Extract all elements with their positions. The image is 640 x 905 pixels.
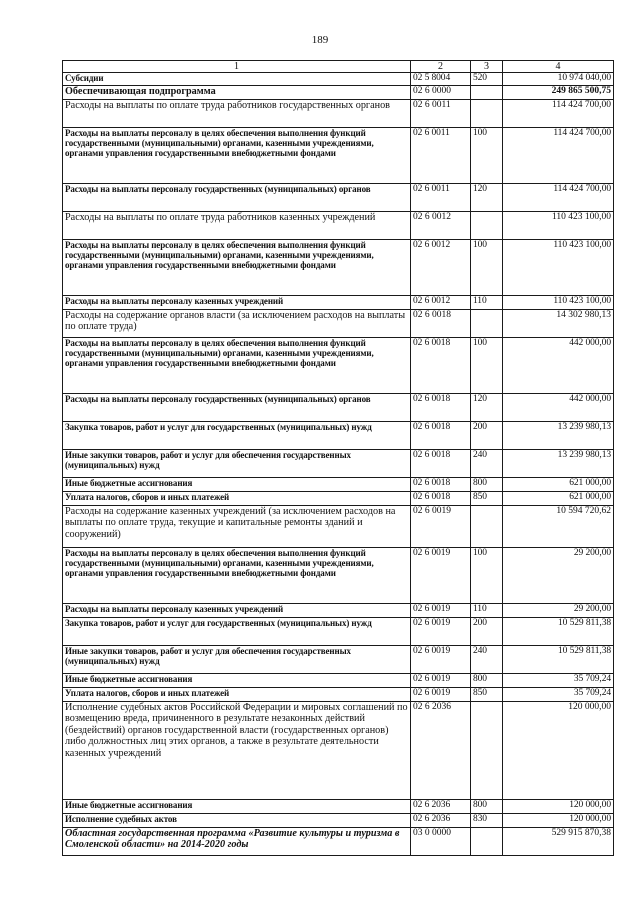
table-row — [63, 478, 614, 492]
row-name: Расходы на содержание казенных учреждений (за исключением расходов на выплаты по оплате труда, текущие и капитальные ремонты зданий и сооружений) — [63, 506, 411, 548]
row-code: 02 6 0019 — [411, 646, 471, 674]
table-row — [63, 604, 614, 618]
table-row — [63, 646, 614, 674]
row-code: 02 6 2036 — [411, 800, 471, 814]
table-row — [63, 310, 614, 338]
row-code: 02 6 0018 — [411, 394, 471, 422]
row-name: Расходы на выплаты персоналу в целях обеспечения выполнения функций государственными (муниципальными) органами, казенными учреждениями, органами управления государственными внебюджетными фондами — [63, 548, 411, 604]
row-code: 02 6 2036 — [411, 814, 471, 828]
row-code: 03 0 0000 — [411, 828, 471, 856]
row-expense-type — [471, 86, 503, 100]
table-row — [63, 422, 614, 450]
row-amount: 10 594 720,62 — [503, 506, 614, 548]
row-expense-type — [471, 828, 503, 856]
row-code: 02 6 0011 — [411, 128, 471, 184]
table-row — [63, 828, 614, 856]
row-expense-type: 850 — [471, 492, 503, 506]
row-amount: 621 000,00 — [503, 492, 614, 506]
row-code: 02 6 0019 — [411, 604, 471, 618]
row-code: 02 6 0019 — [411, 618, 471, 646]
row-code: 02 6 0018 — [411, 310, 471, 338]
row-code: 02 6 0018 — [411, 450, 471, 478]
row-expense-type: 110 — [471, 604, 503, 618]
row-amount: 621 000,00 — [503, 478, 614, 492]
row-name: Расходы на выплаты персоналу казенных учреждений — [63, 296, 411, 310]
row-name: Обеспечивающая подпрограмма — [63, 86, 411, 100]
row-code: 02 5 8004 — [411, 73, 471, 86]
row-name: Расходы на выплаты по оплате труда работников казенных учреждений — [63, 212, 411, 240]
table-row — [63, 548, 614, 604]
row-amount: 10 974 040,00 — [503, 73, 614, 86]
row-expense-type — [471, 310, 503, 338]
table-row — [63, 86, 614, 100]
row-name: Расходы на содержание органов власти (за исключением расходов на выплаты по оплате труда) — [63, 310, 411, 338]
row-code: 02 6 0018 — [411, 492, 471, 506]
row-amount: 114 424 700,00 — [503, 100, 614, 128]
row-name: Закупка товаров, работ и услуг для государственных (муниципальных) нужд — [63, 618, 411, 646]
row-expense-type — [471, 100, 503, 128]
row-amount: 114 424 700,00 — [503, 128, 614, 184]
budget-table — [62, 60, 614, 856]
table-row — [63, 240, 614, 296]
page-number: 189 — [311, 34, 329, 46]
row-name: Иные закупки товаров, работ и услуг для обеспечения государственных (муниципальных) нужд — [63, 646, 411, 674]
table-row — [63, 506, 614, 548]
row-expense-type: 520 — [471, 73, 503, 86]
row-name: Расходы на выплаты персоналу государственных (муниципальных) органов — [63, 184, 411, 212]
table-header-row — [63, 61, 614, 73]
table-row — [63, 618, 614, 646]
row-code: 02 6 2036 — [411, 702, 471, 800]
row-amount: 35 709,24 — [503, 674, 614, 688]
table-row — [63, 688, 614, 702]
row-code: 02 6 0019 — [411, 674, 471, 688]
row-amount: 120 000,00 — [503, 800, 614, 814]
row-expense-type: 830 — [471, 814, 503, 828]
row-amount: 120 000,00 — [503, 702, 614, 800]
row-expense-type: 110 — [471, 296, 503, 310]
header-col-3: 3 — [471, 61, 503, 73]
table-row — [63, 674, 614, 688]
row-name: Исполнение судебных актов Российской Федерации и мировых соглашений по возмещению вреда, причиненного в результате незаконных действий (бездействий) органов государственной власти (государственных органов) либо должностных лиц этих органов, а также в результате деятельности казенных учреждений — [63, 702, 411, 800]
table-row — [63, 800, 614, 814]
row-name: Расходы на выплаты персоналу в целях обеспечения выполнения функций государственными (муниципальными) органами, казенными учреждениями, органами управления государственными внебюджетными фондами — [63, 338, 411, 394]
row-code: 02 6 0000 — [411, 86, 471, 100]
row-code: 02 6 0012 — [411, 240, 471, 296]
row-name: Расходы на выплаты персоналу в целях обеспечения выполнения функций государственными (муниципальными) органами, казенными учреждениями, органами управления государственными внебюджетными фондами — [63, 128, 411, 184]
table-row — [63, 702, 614, 800]
row-amount: 14 302 980,13 — [503, 310, 614, 338]
row-expense-type: 100 — [471, 240, 503, 296]
row-name: Иные бюджетные ассигнования — [63, 478, 411, 492]
budget-table-body — [63, 61, 614, 856]
row-expense-type: 800 — [471, 800, 503, 814]
table-row — [63, 128, 614, 184]
table-row — [63, 100, 614, 128]
row-name: Расходы на выплаты персоналу казенных учреждений — [63, 604, 411, 618]
row-code: 02 6 0018 — [411, 478, 471, 492]
row-expense-type: 800 — [471, 674, 503, 688]
header-col-4: 4 — [503, 61, 614, 73]
header-col-2: 2 — [411, 61, 471, 73]
row-amount: 249 865 500,75 — [503, 86, 614, 100]
row-expense-type: 240 — [471, 646, 503, 674]
row-code: 02 6 0011 — [411, 184, 471, 212]
row-amount: 120 000,00 — [503, 814, 614, 828]
row-name: Иные бюджетные ассигнования — [63, 800, 411, 814]
row-name: Иные бюджетные ассигнования — [63, 674, 411, 688]
row-code: 02 6 0019 — [411, 688, 471, 702]
row-amount: 110 423 100,00 — [503, 240, 614, 296]
row-expense-type: 120 — [471, 184, 503, 212]
row-amount: 442 000,00 — [503, 394, 614, 422]
row-amount: 10 529 811,38 — [503, 618, 614, 646]
row-expense-type: 240 — [471, 450, 503, 478]
row-amount: 10 529 811,38 — [503, 646, 614, 674]
row-name: Расходы на выплаты по оплате труда работников государственных органов — [63, 100, 411, 128]
row-name: Расходы на выплаты персоналу государственных (муниципальных) органов — [63, 394, 411, 422]
row-amount: 13 239 980,13 — [503, 450, 614, 478]
row-code: 02 6 0019 — [411, 548, 471, 604]
table-row — [63, 73, 614, 86]
row-amount: 29 200,00 — [503, 548, 614, 604]
row-name: Уплата налогов, сборов и иных платежей — [63, 492, 411, 506]
row-code: 02 6 0012 — [411, 296, 471, 310]
row-expense-type: 200 — [471, 422, 503, 450]
row-amount: 114 424 700,00 — [503, 184, 614, 212]
row-expense-type — [471, 506, 503, 548]
header-col-1: 1 — [63, 61, 411, 73]
row-name: Субсидии — [63, 73, 411, 86]
table-row — [63, 296, 614, 310]
row-expense-type — [471, 702, 503, 800]
row-code: 02 6 0011 — [411, 100, 471, 128]
row-amount: 110 423 100,00 — [503, 296, 614, 310]
row-expense-type — [471, 212, 503, 240]
row-expense-type: 120 — [471, 394, 503, 422]
row-name: Областная государственная программа «Развитие культуры и туризма в Смоленской области» на 2014-2020 годы — [63, 828, 411, 856]
row-amount: 110 423 100,00 — [503, 212, 614, 240]
row-amount: 529 915 870,38 — [503, 828, 614, 856]
row-expense-type: 100 — [471, 338, 503, 394]
row-name: Иные закупки товаров, работ и услуг для обеспечения государственных (муниципальных) нужд — [63, 450, 411, 478]
row-code: 02 6 0018 — [411, 338, 471, 394]
table-row — [63, 212, 614, 240]
row-code: 02 6 0018 — [411, 422, 471, 450]
table-row — [63, 394, 614, 422]
row-expense-type: 100 — [471, 128, 503, 184]
row-expense-type: 200 — [471, 618, 503, 646]
table-row — [63, 450, 614, 478]
row-name: Исполнение судебных актов — [63, 814, 411, 828]
row-name: Закупка товаров, работ и услуг для государственных (муниципальных) нужд — [63, 422, 411, 450]
row-expense-type: 800 — [471, 478, 503, 492]
table-row — [63, 814, 614, 828]
row-expense-type: 850 — [471, 688, 503, 702]
row-amount: 35 709,24 — [503, 688, 614, 702]
row-amount: 13 239 980,13 — [503, 422, 614, 450]
table-row — [63, 492, 614, 506]
table-row — [63, 338, 614, 394]
row-expense-type: 100 — [471, 548, 503, 604]
row-code: 02 6 0012 — [411, 212, 471, 240]
row-name: Расходы на выплаты персоналу в целях обеспечения выполнения функций государственными (муниципальными) органами, казенными учреждениями, органами управления государственными внебюджетными фондами — [63, 240, 411, 296]
table-row — [63, 184, 614, 212]
row-code: 02 6 0019 — [411, 506, 471, 548]
row-amount: 442 000,00 — [503, 338, 614, 394]
row-amount: 29 200,00 — [503, 604, 614, 618]
row-name: Уплата налогов, сборов и иных платежей — [63, 688, 411, 702]
